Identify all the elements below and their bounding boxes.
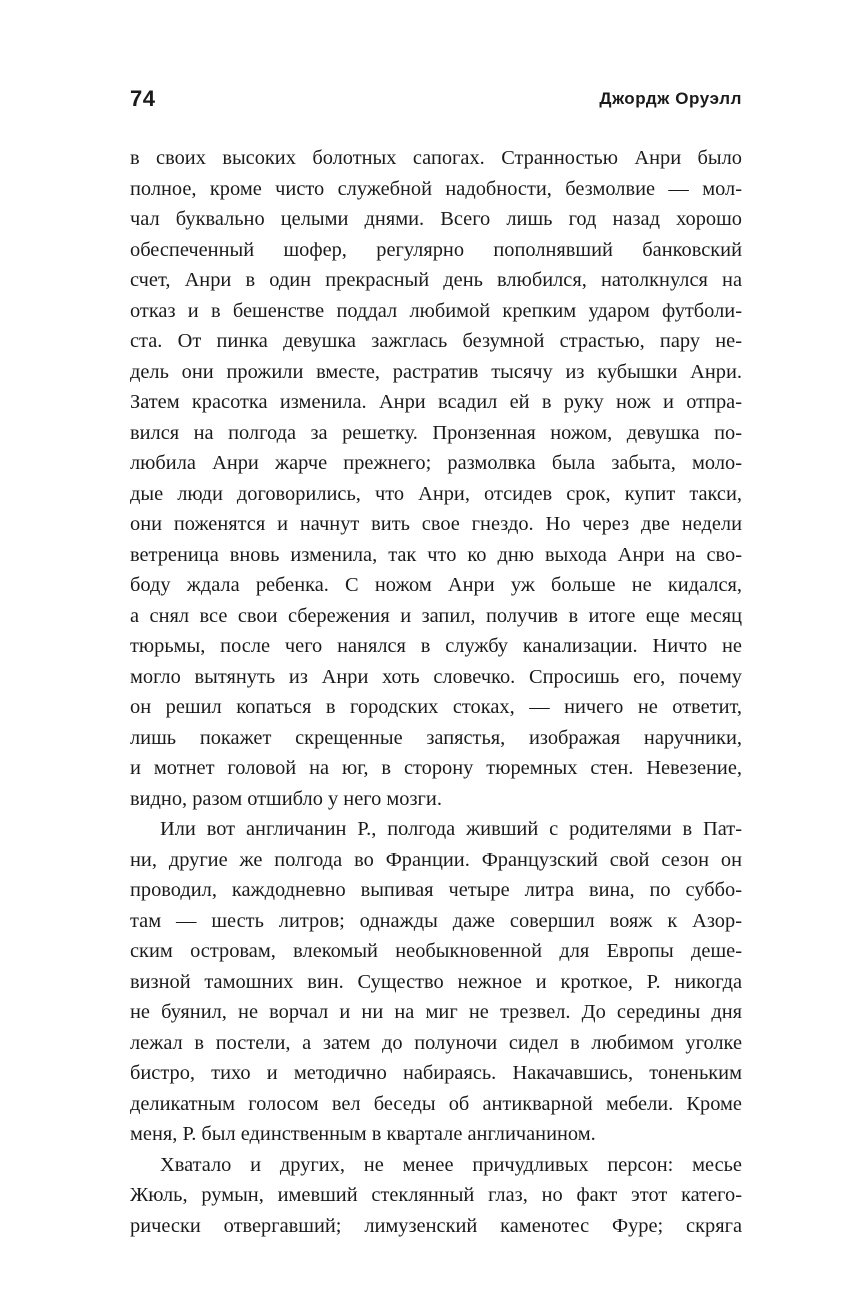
text-line: лишь покажет скрещенные запястья, изображая наручники,	[130, 726, 742, 749]
text-line: он решил копаться в городских стоках, — ничего не ответит,	[130, 696, 742, 718]
page-number: 74	[130, 86, 156, 111]
text-line: счет, Анри в один прекрасный день влюбился, натолкнулся на	[130, 269, 742, 291]
text-line: они поженятся и начнут вить свое гнездо. Но через две недели	[130, 513, 742, 535]
text-line: Хватало и других, не менее причудливых персон: месье	[160, 1153, 742, 1176]
text-line: обеспеченный шофер, регулярно пополнявший банковский	[130, 238, 742, 261]
body-text	[130, 143, 742, 1241]
text-line: проводил, каждодневно выпивая четыре литра вина, по суббо-	[130, 879, 742, 901]
text-line: рически отвергавший; лимузенский каменотес Фуре; скряга	[130, 1214, 742, 1237]
paragraph	[130, 143, 742, 814]
text-line: Жюль, румын, имевший стеклянный глаз, но факт этот катего-	[130, 1184, 742, 1206]
paragraph	[130, 814, 742, 1150]
text-line: а снял все свои сбережения и запил, получив в итоге еще месяц	[130, 604, 742, 627]
text-line: дель они прожили вместе, растратив тысячу из кубышки Анри.	[130, 360, 742, 383]
paragraph	[130, 1150, 742, 1242]
text-line: в своих высоких болотных сапогах. Странностью Анри было	[130, 147, 742, 169]
text-line: Затем красотка изменила. Анри всадил ей в руку нож и отпра-	[130, 391, 742, 413]
text-line: тюрьмы, после чего нанялся в службу канализации. Ничто не	[130, 635, 742, 657]
text-line: лежал в постели, а затем до полуночи сидел в любимом уголке	[130, 1031, 742, 1054]
running-head	[130, 86, 742, 118]
text-line: бистро, тихо и методично набираясь. Накачавшись, тоненьким	[130, 1062, 742, 1084]
text-line: меня, Р. был единственным в квартале англичанином.	[130, 1123, 596, 1145]
text-line: любила Анри жарче прежнего; размолвка была забыта, моло-	[130, 452, 742, 474]
text-line: и мотнет головой на юг, в сторону тюремных стен. Невезение,	[130, 757, 742, 779]
text-line: визной тамошних вин. Существо нежное и кроткое, Р. никогда	[130, 970, 742, 993]
text-line: отказ и в бешенстве поддал любимой крепким ударом футболи-	[130, 299, 742, 322]
text-line: вился на полгода за решетку. Пронзенная ножом, девушка по-	[130, 421, 742, 444]
text-line: ским островам, влекомый необыкновенной для Европы деше-	[130, 940, 742, 962]
text-line: Или вот англичанин Р., полгода живший с родителями в Пат-	[160, 818, 742, 840]
text-line: ветреница вновь изменила, так что ко дню выхода Анри на сво-	[130, 543, 742, 566]
text-line: ни, другие же полгода во Франции. Французский свой сезон он	[130, 848, 742, 871]
text-line: чал буквально целыми днями. Всего лишь год назад хорошо	[130, 208, 742, 230]
text-line: не буянил, не ворчал и ни на миг не трезвел. До середины дня	[130, 1001, 742, 1023]
text-line: боду ждала ребенка. С ножом Анри уж больше не кидался,	[130, 574, 742, 596]
text-line: дые люди договорились, что Анри, отсидев срок, купит такси,	[130, 482, 742, 505]
text-line: там — шесть литров; однажды даже совершил вояж к Азор-	[130, 909, 742, 932]
running-head-author: Джордж Оруэлл	[599, 89, 742, 108]
text-line: ста. От пинка девушка зажглась безумной страстью, пару не-	[130, 330, 742, 352]
text-line: видно, разом отшибло у него мозги.	[130, 787, 442, 810]
text-line: могло вытянуть из Анри хоть словечко. Спросишь его, почему	[130, 665, 742, 688]
text-line: полное, кроме чисто служебной надобности, безмолвие — мол-	[130, 177, 742, 200]
text-line: деликатным голосом вел беседы об антикварной мебели. Кроме	[130, 1092, 742, 1115]
